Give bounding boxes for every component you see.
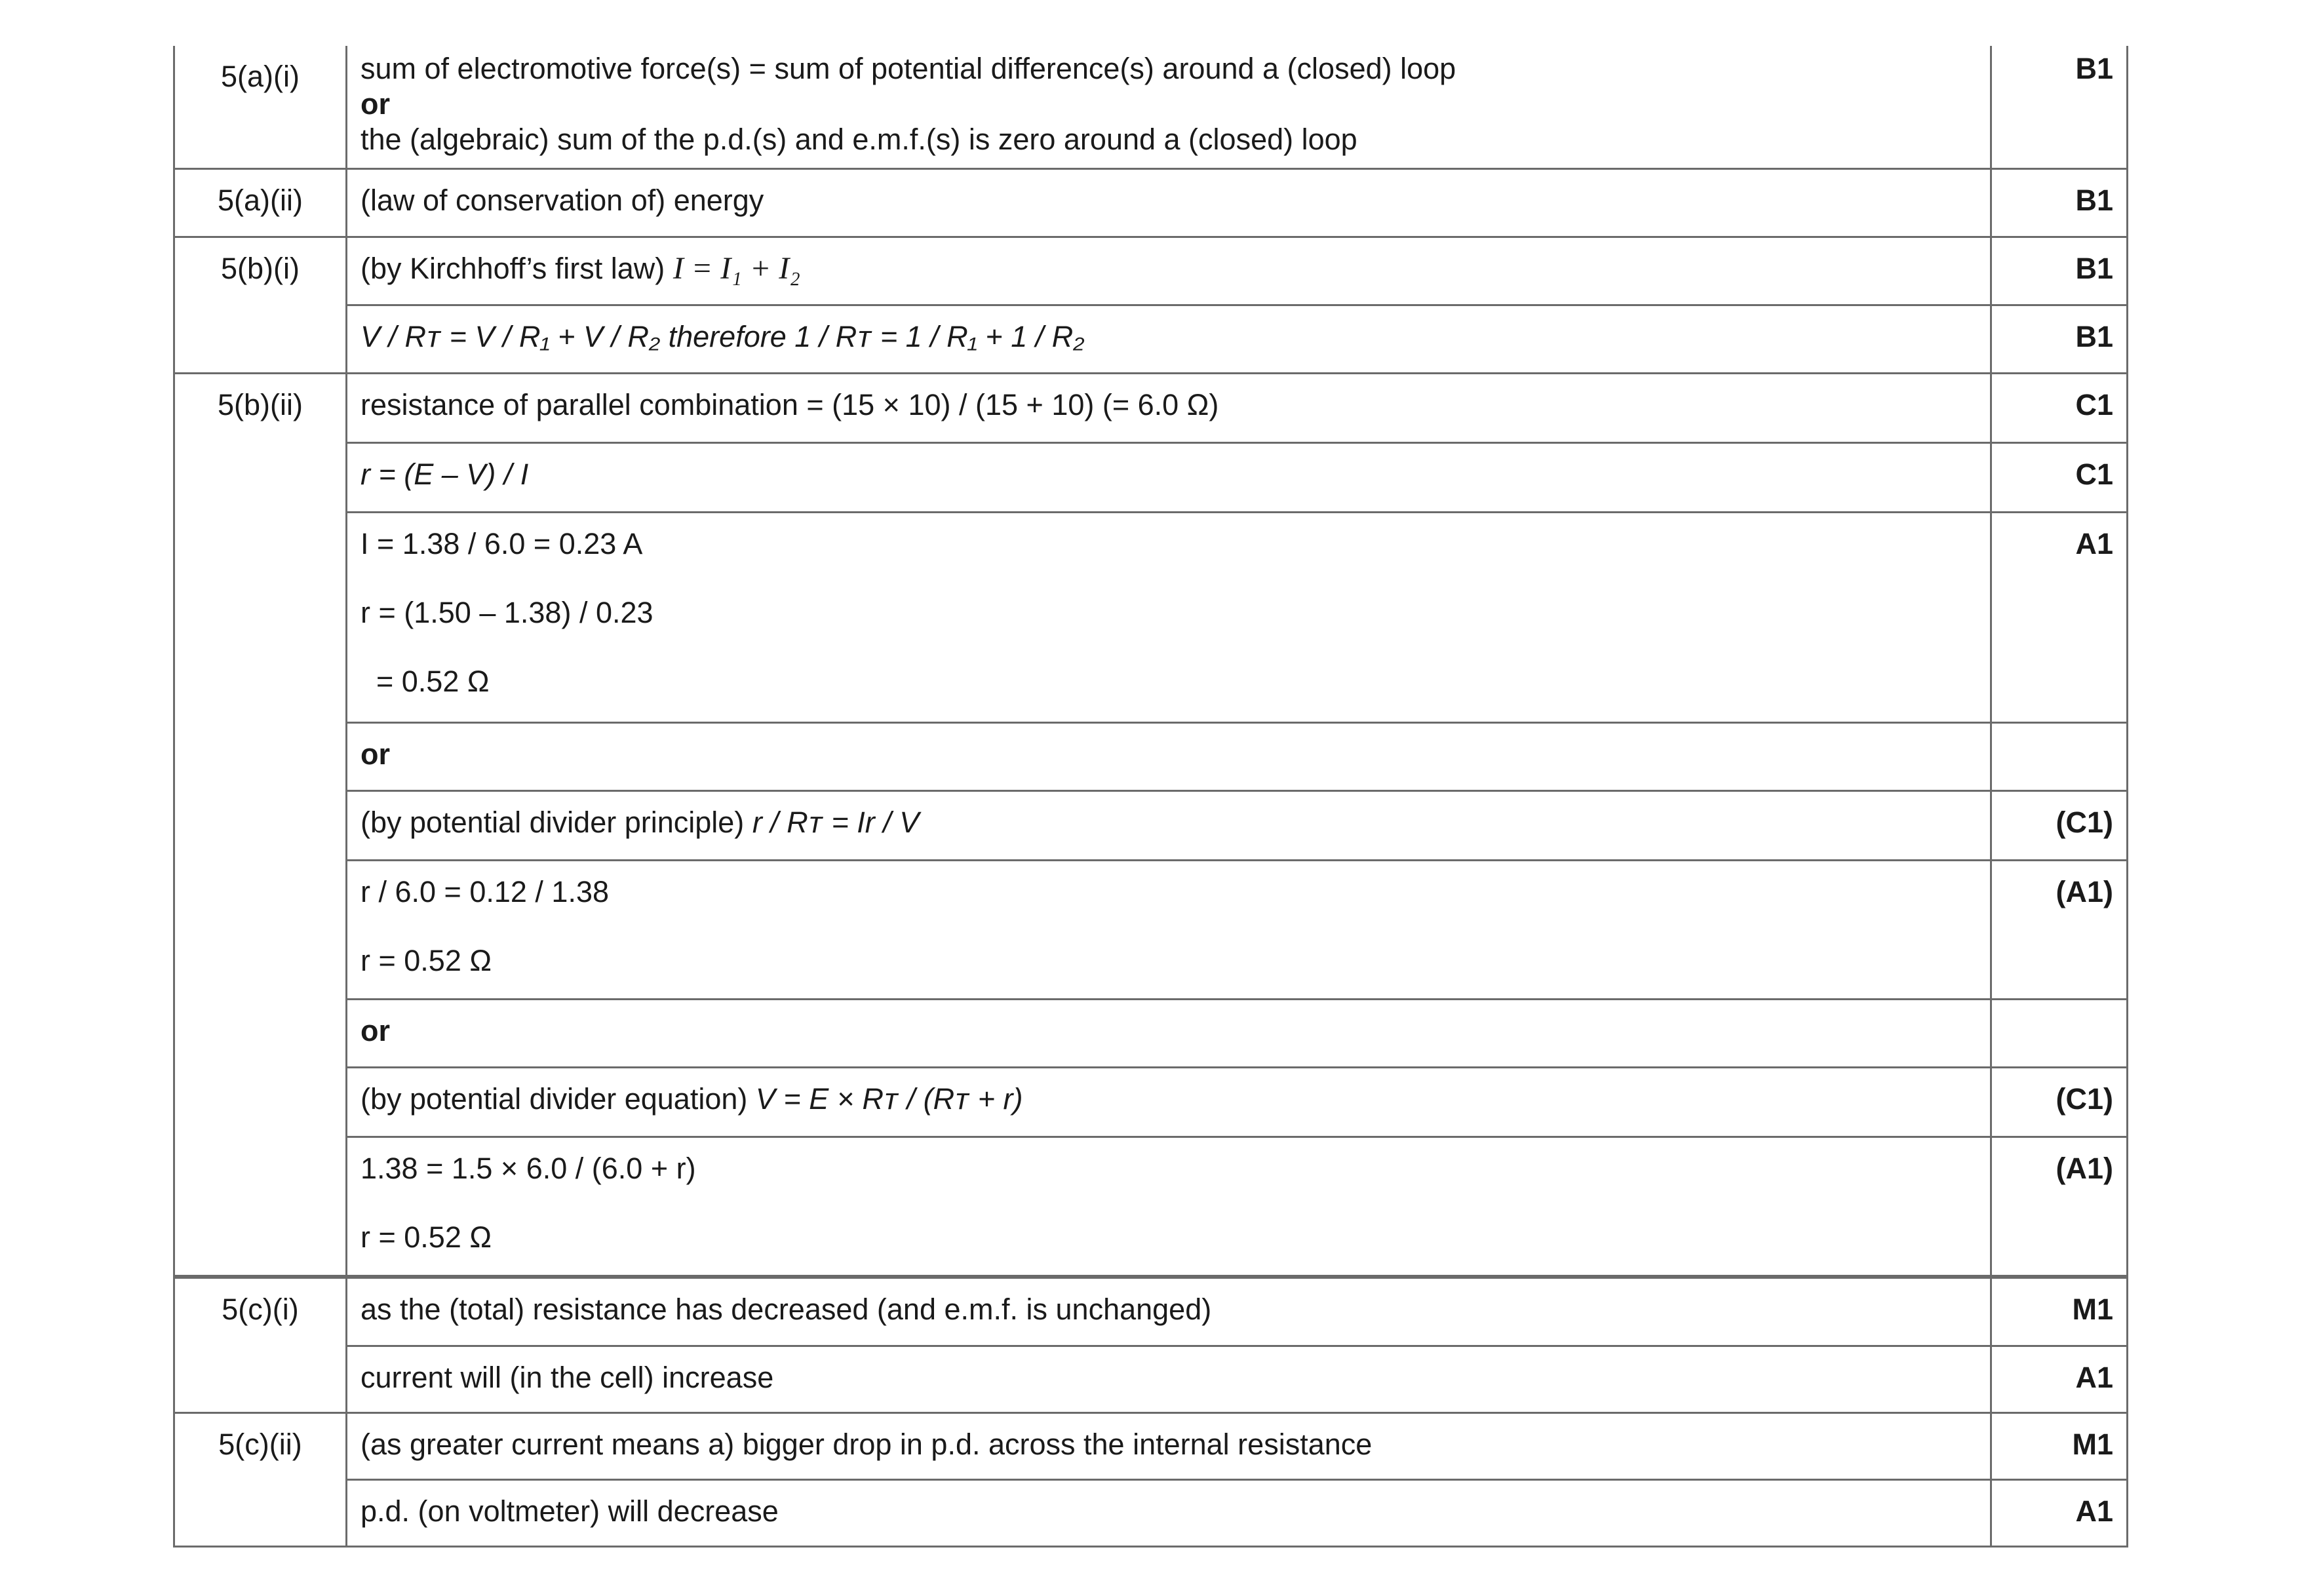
answer-cell: [347, 305, 1991, 373]
working-line: I = 1.38 / 6.0 = 0.23 A: [361, 526, 643, 560]
question-label: 5(a)(ii): [174, 168, 347, 237]
mark-cell-empty: [1991, 722, 2128, 790]
answer-prefix: (by potential divider equation): [361, 1081, 748, 1116]
mark-cell-empty: [1991, 999, 2128, 1067]
row-5bii-or2: [174, 999, 2128, 1067]
mark-cell: (C1): [1991, 1067, 2128, 1137]
answer-prefix: (by Kirchhoff’s first law): [361, 251, 665, 285]
equation: I = I₁ + I₂: [672, 250, 800, 286]
answer-cell: [347, 790, 1991, 860]
answer-line: the (algebraic) sum of the p.d.(s) and e.m.f.(s) is zero around a (closed) loop: [361, 123, 1357, 156]
row-5bii-8: [174, 1067, 2128, 1137]
answer-cell: [347, 442, 1991, 512]
question-label: 5(b)(i): [174, 237, 347, 373]
answer-cell: [347, 1137, 1991, 1275]
row-5bii-1: [174, 373, 2128, 442]
answer-line: sum of electromotive force(s) = sum of potential difference(s) around a (closed) loop: [361, 52, 1456, 85]
mark-cell: A1: [1991, 1480, 2128, 1547]
mark-cell: A1: [1991, 1346, 2128, 1413]
answer-cell: [347, 46, 1991, 168]
equation: r = (E – V) / I: [361, 457, 529, 491]
row-5bii-9: [174, 1137, 2128, 1275]
equation: r / Rᴛ = Ir / V: [752, 805, 920, 839]
mark-scheme-table-5c: [173, 1277, 2128, 1547]
question-label: 5(a)(i): [174, 46, 347, 168]
answer-cell: as the (total) resistance has decreased (and e.m.f. is unchanged): [347, 1278, 1991, 1346]
answer-prefix: (by potential divider principle): [361, 805, 745, 839]
mark-cell: M1: [1991, 1278, 2128, 1346]
mark-cell: (A1): [1991, 860, 2128, 999]
row-5aii: [174, 168, 2128, 237]
answer-cell: [347, 237, 1991, 305]
mark-cell: C1: [1991, 442, 2128, 512]
row-5bi-2: [174, 305, 2128, 373]
row-5bii-5: [174, 790, 2128, 860]
row-5ci-1: [174, 1278, 2128, 1346]
working-line: r = 0.52 Ω: [361, 1220, 492, 1254]
working-line: r = 0.52 Ω: [361, 943, 492, 977]
question-label: 5(b)(ii): [174, 373, 347, 1275]
mark-cell: C1: [1991, 373, 2128, 442]
row-5ai: [174, 46, 2128, 168]
row-5bi-1: [174, 237, 2128, 305]
answer-cell: (law of conservation of) energy: [347, 168, 1991, 237]
question-label: 5(c)(ii): [174, 1413, 347, 1547]
row-5bii-or1: [174, 722, 2128, 790]
mark-cell: B1: [1991, 168, 2128, 237]
mark-scheme-table-5ab: [173, 46, 2128, 1277]
answer-cell: current will (in the cell) increase: [347, 1346, 1991, 1413]
equation: V / Rᴛ = V / R₁ + V / R₂ therefore 1 / Rᴛ = 1 / R₁ + 1 / R₂: [361, 319, 1085, 353]
mark-cell: A1: [1991, 512, 2128, 722]
working-line: 1.38 = 1.5 × 6.0 / (6.0 + r): [361, 1151, 696, 1185]
mark-cell: (A1): [1991, 1137, 2128, 1275]
answer-cell: [347, 860, 1991, 999]
equation: V = E × Rᴛ / (Rᴛ + r): [755, 1081, 1023, 1116]
working-line: r / 6.0 = 0.12 / 1.38: [361, 874, 610, 908]
mark-cell: B1: [1991, 46, 2128, 168]
row-5bii-2: [174, 442, 2128, 512]
answer-cell: resistance of parallel combination = (15 × 10) / (15 + 10) (= 6.0 Ω): [347, 373, 1991, 442]
or-label: or: [347, 722, 1991, 790]
question-label: 5(c)(i): [174, 1278, 347, 1413]
row-5cii-2: [174, 1480, 2128, 1547]
working-line: r = (1.50 – 1.38) / 0.23: [361, 595, 653, 629]
or-label: or: [361, 87, 390, 121]
answer-cell: [347, 512, 1991, 722]
answer-cell: (as greater current means a) bigger drop in p.d. across the internal resistance: [347, 1413, 1991, 1480]
row-5cii-1: [174, 1413, 2128, 1480]
mark-cell: (C1): [1991, 790, 2128, 860]
answer-cell: [347, 1067, 1991, 1137]
row-5bii-6: [174, 860, 2128, 999]
row-5bii-3: [174, 512, 2128, 722]
row-5ci-2: [174, 1346, 2128, 1413]
mark-cell: M1: [1991, 1413, 2128, 1480]
working-line: = 0.52 Ω: [376, 664, 490, 698]
or-label: or: [347, 999, 1991, 1067]
mark-cell: B1: [1991, 305, 2128, 373]
answer-cell: p.d. (on voltmeter) will decrease: [347, 1480, 1991, 1547]
mark-cell: B1: [1991, 237, 2128, 305]
